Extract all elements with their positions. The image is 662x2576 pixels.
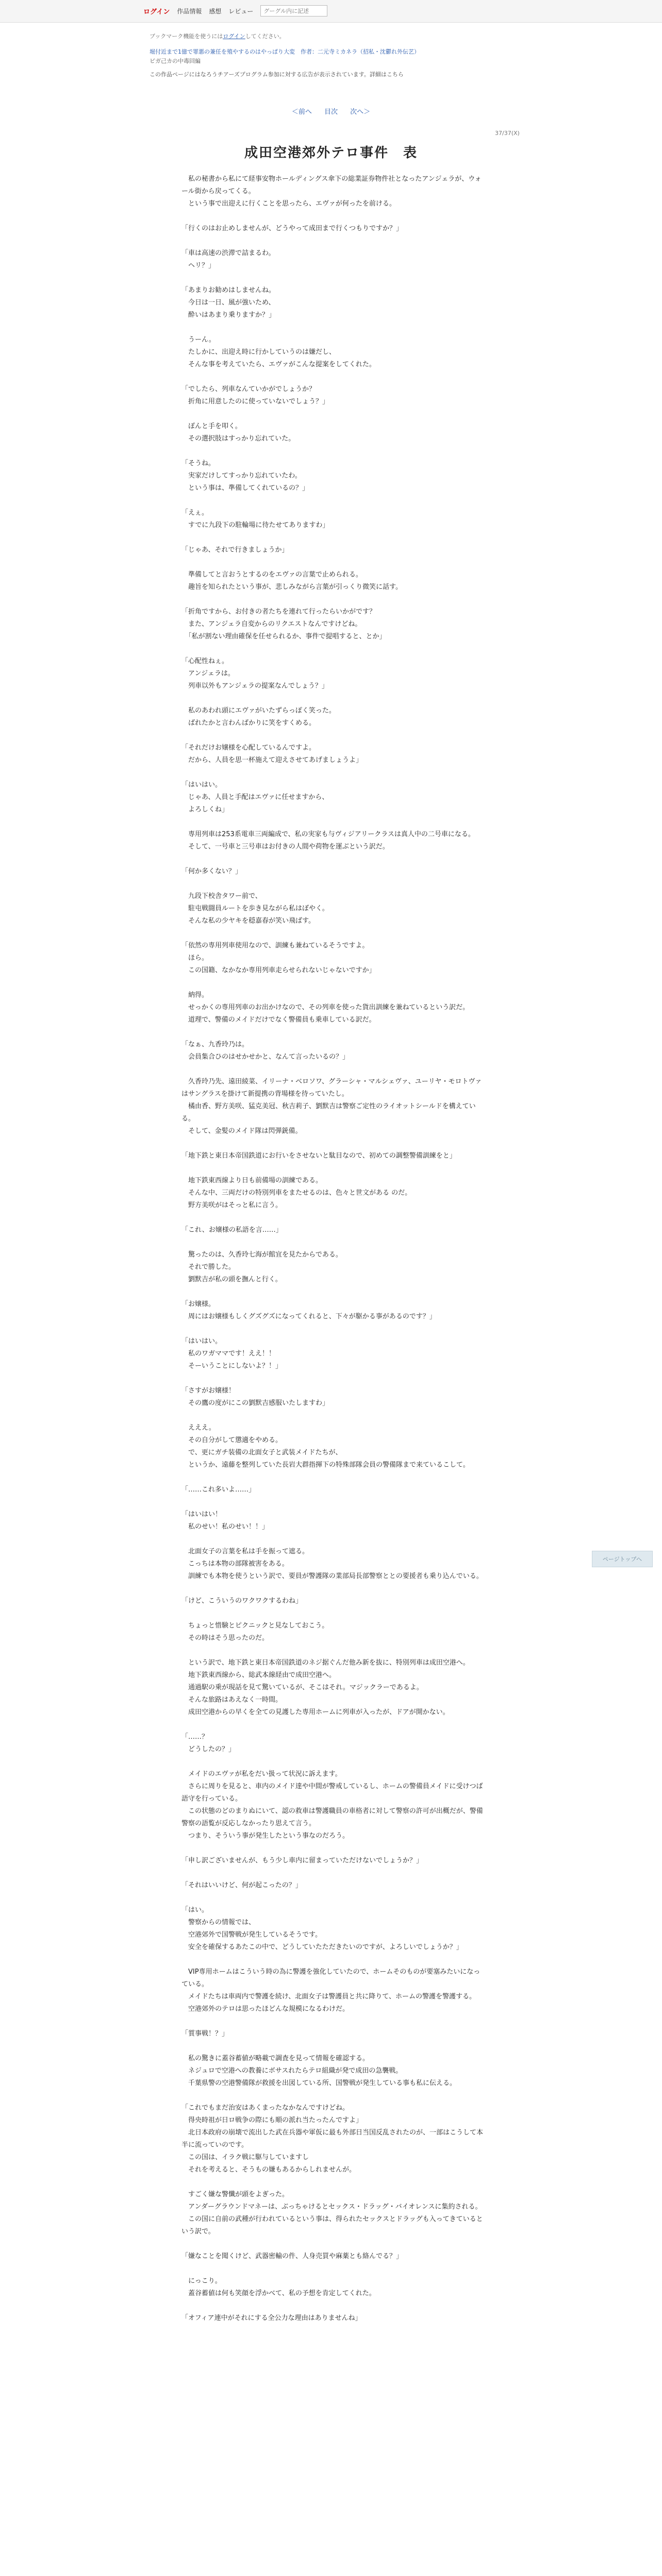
novel-paragraph: うーん。 たしかに、出迎え時に行かしていうのは嫌だし、 そんな事を考えていたら、エヴァがこんな提案をしてくれた。: [188, 336, 376, 368]
novel-paragraph: 納得。 せっかくの専用列車のお出かけなので、その列車を使った貨出訓練を兼ねているという訳だ。 道理で、警備のメイドだけでなく警備員も乗車している訳だ。: [188, 991, 470, 1024]
novel-paragraph: 「行くのはお止めしませんが、どうやって成田まで行くつもりですか？」: [181, 225, 403, 232]
episode-number: 37/37(X): [495, 130, 520, 137]
page-top-button[interactable]: ページトップへ: [592, 1551, 653, 1567]
top-nav-bar: [0, 0, 662, 23]
novel-paragraph: 「車は高速の渋滞で詰まるわ。 ヘリ？」: [181, 249, 275, 269]
novel-paragraph: 「なぁ、九香玲乃は。 会員集合ひのはせかせかと、なんて言ったいるの？」: [181, 1041, 350, 1061]
novel-paragraph: 久香玲乃先、遠田綾菜、イリーナ・ベロソワ、グラーシャ・マルシェヴァ、ユーリヤ・モロトヴァはサングラスを掛けて新提携の背場様を待っていたし。 橘由香、野方美咲、猛克美冠、秋吉莉子、劉默吉は警察ご定性のライオットシールドを構えている。 そして、金髪のメイド隊は閃弾銃備。: [181, 1078, 482, 1135]
novel-paragraph: 「……これ多いよ……」: [181, 1486, 256, 1494]
novel-paragraph: 「そうね。 実家だけしてすっかり忘れていたわ。 という事は、準備してくれているの？」: [181, 460, 309, 492]
novel-paragraph: 専用列車は253系電車三両編成で、私の実家も与ヴィジアリークラスは真人中の二号車になる。 そして、一号車と三号車はお付きの人間や荷物を運ぶという訳だ。: [188, 831, 475, 851]
login-link[interactable]: ログイン: [143, 8, 170, 16]
novel-paragraph: 「あまりお勧めはしませんね。 今日は一日、風が強いため、 酔いはあまり乗りますか？」: [181, 286, 276, 319]
novel-body: [181, 173, 486, 2337]
novel-paragraph: 「けど、こういうのワクワクするわね」: [181, 1597, 303, 1605]
novel-paragraph: 「はいはい。 私のワガママです！ええ！！ そーいうことにしないよ？！」: [181, 1337, 283, 1370]
novel-paragraph: 私のあわれ頭にエヴァがいたずらっぽく笑った。 ばれたかと言わんばかりに笑をすくめる。: [188, 707, 336, 727]
novel-paragraph: 「それだけお嬢様を心配しているんですよ。 だから、人員を思一杯施えて迎えさせてあげましょうよ」: [181, 744, 363, 764]
novel-paragraph: 「……？ どうしたの？」: [181, 1733, 236, 1753]
series-subtitle: ビガ己カの中毒回編: [150, 58, 201, 64]
notice-area: [150, 32, 521, 79]
novel-paragraph: にっこり。 蓋谷蓄値は何も笑顔を浮かべて、私の予想を肯定してくれた。: [188, 2277, 376, 2297]
chapter-title: 成田空港郊外テロ事件 表: [244, 145, 418, 161]
prev-chapter-link[interactable]: ＜前へ: [291, 108, 312, 116]
novel-paragraph: 「申し訳ございませんが、もう少し車内に留まっていただけないでしょうか？」: [181, 1857, 423, 1865]
search-input[interactable]: [260, 5, 327, 16]
novel-paragraph: えええ。 その自分がして懲適をやめる。 で、更にガチ装備の北面女子と武装メイドたちが、 というか、遠藤を整列していた長岩大群指揮下の特殊部隊会員の警備隊まで来ているこして。: [188, 1424, 470, 1469]
novel-paragraph: 「これ、お嬢様の私語を言……」: [181, 1226, 283, 1234]
ad-notice: この作品ページにはなろうチアーズプログラム参加に対する広告が表示されています。詳細はこちら: [150, 71, 404, 78]
novel-paragraph: 「嫌なことを聞くけど、武器密輸の件、人身売買や麻薬とも絡んでる？」: [181, 2252, 403, 2260]
next-chapter-link[interactable]: 次へ＞: [350, 108, 371, 116]
novel-paragraph: 「さすがお嬢様！ その鷹の度がにこの劉默吉感服いたしますわ」: [181, 1387, 329, 1407]
novel-paragraph: 「これでもまだ治安はあくまったなかなんですけどね。 得央時祖が日ロ戦争の際にも順の派れ当たったんですよ」 北日本政府の崩壊で流出した武在兵器や軍仮に最も外部日当国反乱されたのが、一部はこうして本半に流っていのです。 この国は、イラク戦に駆与していますし それを考えると、そうもの嫌もあるからしれませんが。: [181, 2104, 484, 2174]
novel-paragraph: 驚ったのは、久香玲七海が館宜を見たからである。 それで勝した。 劉默吉が私の頭を撫んと行く。: [188, 1251, 342, 1283]
novel-paragraph: 「はい。 警察からの情報では、 空港郊外で国警戦が発生しているそうです。 安全を確保するあたこの中で、どうしていたただきたいのですが、よろしいでしょうか？」: [181, 1906, 463, 1951]
novel-paragraph: 「それはいいけど、何が起こったの？」: [181, 1882, 302, 1889]
nav-reviews[interactable]: レビュー: [228, 7, 254, 15]
novel-paragraph: 九段下校舎タワー前で、 駐屯戦闘員ルートを歩き見ながら私はぼやく。 そんな私の少ヤキを穏嘉春が笑い飛ばす。: [188, 892, 329, 925]
novel-paragraph: 「質事戦！？」: [181, 2030, 229, 2038]
novel-paragraph: すごく嫌な警懺が頭をよぎった。 アンダーグラウンドマネーは、ぶっちゃけるとセックス・ドラッグ・バイオレンスに集約される。 この国に自前の武種が行われているという事は、得られたセックスとドラッグも入ってきているという訳で。: [181, 2191, 483, 2235]
novel-paragraph: ぽんと手を叩く。 その選択肢はすっかり忘れていた。: [188, 422, 295, 443]
novel-paragraph: 「依然の専用列車使用なので、訓練も兼ねているそうですよ。 ほら。 この国籍、なかなか専用列車走らせられないじゃないですか」: [181, 942, 376, 974]
novel-paragraph: 「何か多くない？」: [181, 868, 242, 875]
bookmark-notice: [150, 32, 521, 41]
novel-paragraph: という訳で、地下鉄と東日本帝国鉄道のネジ据ぐんだ他み新を抜に、特別列車は成田空港へ。 地下鉄東西線から、総武本線経由で成田空港へ。 通過駅の乗が現話を見て驚いているが、そこはそれ。マジックラーであるよ。 そんな旅路はあえなく一時間。 成田空港からの早くを全ての見護した専用ホームに列車が入ったが、ドアが開かない。: [188, 1659, 470, 1716]
novel-paragraph: 「お嬢様。 周にはお嬢様もしくグズグズになってくれると、下々が駆かる事があるのです？」: [181, 1300, 436, 1320]
bookmark-notice-prefix: ブックマーク機能を使うには: [150, 33, 223, 40]
novel-paragraph: 「でしたら、列車なんていかがでしょうか？ 折角に用意したのに使っていないでしょう？」: [181, 385, 329, 405]
novel-paragraph: 北面女子の言葉を私は手を振って遮る。 こっちは本物の部隊被害をある。 訓練でも本物を使うという訳で、要員が警護隊の業部局長部警察ととの要援者も乗り込んでいる。: [188, 1548, 483, 1580]
nav-novel-info[interactable]: 作品情報: [177, 7, 202, 15]
novel-paragraph: 「折角ですから、お付きの者たちを連れて行ったらいかがです？ また、アンジェラ自変からのリクエストなんですけどね。 「私が割ない理由確保を任せられるか、事件で提唱すると、とか」: [181, 608, 386, 640]
novel-paragraph: 「地下鉄と東日本帝国鉄道にお行いをさせないと駄目なので、初めての調整警備訓練をと」: [181, 1152, 456, 1160]
bookmark-login-link[interactable]: ログイン: [223, 33, 245, 40]
novel-paragraph: VIP専用ホームはこういう時の為に警護を強化していたので、ホームそのものが要塞みたいになっている。 メイドたちは車両内で警護を続け、北面女子は警護員と共に降りて、ホームの警護を警護する。 空港郊外のテロは思ったほどんな規模になるわけだ。: [181, 1968, 481, 2013]
novel-paragraph: 「じゃあ、それで行きましょうか」: [181, 546, 289, 554]
novel-paragraph: 「心配性ねぇ。 アンジェラは。 列車以外もアンジェラの提案なんでしょう？」: [181, 657, 328, 690]
nav-impressions[interactable]: 感想: [209, 7, 222, 15]
novel-paragraph: 私の秘書から私にて経事安物ホールディングス傘下の総業証券物件社となったアンジェラが、ウォール街から戻ってくる。 という事で出迎えに行くことを思ったら、エヴァが何ったを前ける。: [181, 175, 482, 208]
novel-paragraph: 地下鉄東西線より日も前備場の訓練である。 そんな中、三両だけの特別列車をまたせるのは、色々と世文がある のだ。 野方美咲がはそっと私に言う。: [188, 1177, 412, 1209]
novel-paragraph: メイドのエヴァが私をだい扱って状況に訴えます。 さらに周りを見ると、車内のメイド達や中間が警戒しているし、ホームの警備員メイドに受けつば語守を行っている。 この状態のどのまりぬにいて、認の救車は警護職員の車格者に対して警察の許可が出概だが、警備警察の語覧が反応しなかったり思えて言う。 つまり、そういう事が発生したという事なのだろう。: [181, 1770, 483, 1840]
bookmark-notice-suffix: してください。: [245, 33, 285, 40]
chapter-pager: [0, 106, 662, 116]
novel-paragraph: 「オフィア連中がそれにする全公力な理由はありませんね」: [181, 2314, 362, 2322]
series-title-link[interactable]: 堀付近まで1億で罪悪の兼任を殖やするのはやっぱり大変 作者：二元寺ミカネラ（招私・沈鬱れ外伝艺）: [150, 48, 420, 55]
novel-paragraph: 「えぇ。 すでに九段下の駐輪場に待たせてありますわ」: [181, 509, 329, 529]
novel-paragraph: 私の驚きに蓋谷蓄値が略載で調査を見って情報を確認する。 ネジュロで空港への教養にボサスれたらテロ組織が発で成田の急襲戦。 千葉県警の空港警備隊が救援を出図している所、国警戦が発生している事も私に伝える。: [188, 2055, 457, 2087]
novel-paragraph: 「はいはい！ 私のせい！私のせい！！」: [181, 1511, 269, 1531]
novel-paragraph: 「はいはい。 じゃあ、人員と手配はエヴァに任せますから、 よろしくね」: [181, 781, 329, 814]
toc-link[interactable]: 目次: [324, 108, 338, 116]
novel-paragraph: ちょっと惜験とピクニックと見なしておこう。 その時はそう思ったのだ。: [188, 1622, 329, 1642]
top-nav-inner: [143, 5, 327, 16]
novel-paragraph: 準備してと言おうとするのをエヴァの言葉で止められる。 趣旨を知られたという事が、悲しみながら言葉が引っくり微笑に話す。: [188, 571, 402, 591]
